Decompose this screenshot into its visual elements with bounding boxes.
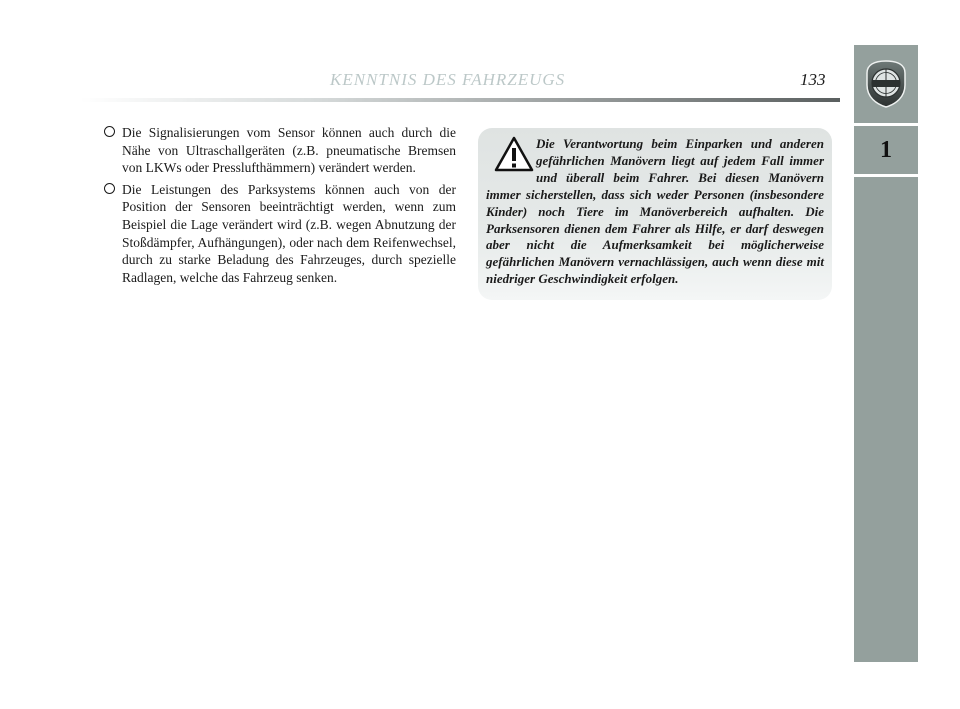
header-rule [80,98,840,102]
bullet-circle-icon [104,183,115,194]
page-number: 133 [800,70,826,89]
bullet-circle-icon [104,126,115,137]
header-title: KENNTNIS DES FAHRZEUGS [330,70,566,89]
sidebar-separator [854,123,918,126]
bullet-list [104,124,456,290]
lancia-logo [864,59,908,109]
warning-box [478,128,832,300]
list-item-text: Die Signalisierungen vom Sensor können auch durch die Nähe von Ultraschallgeräten (z.B. pneumatische Bremsen von LKWs oder Presslufthämmern) verändert werden. [122,125,456,176]
logo-cell [854,45,918,123]
list-item [104,124,456,177]
list-item [104,181,456,287]
sidebar-separator [854,174,918,177]
chapter-number: 1 [880,136,892,163]
list-item-text: Die Leistungen des Parksystems können auch von der Position der Sensoren beeinträchtigt werden, wenn zum Beispiel die Lage verändert wird (z.B. wegen Abnutzung der Stoßdämpfer, Aufhängungen), oder nach dem Reifenwechsel, durch zu starke Beladung des Fahrzeuges, durch spezielle Radlagen, welche das Fahrzeug senken. [122,181,456,285]
chapter-sidebar [854,45,918,662]
warning-text: Die Verantwortung beim Einparken und anderen gefährlichen Manövern liegt auf jedem Fall immer und überall beim Fahrer. Bei diesen Manövern immer sicherstellen, dass sich weder Personen (insbesondere Kinder) noch Tiere im Manöverbereich aufhalten. Die Parksensoren dienen dem Fahrer als Hilfe, er darf deswegen aber nicht die Aufmerksamkeit bei möglicherweise gefährlichen Manövern vernachlässigen, auch wenn diese mit niedriger Geschwindigkeit erfolgen. [486,136,824,287]
